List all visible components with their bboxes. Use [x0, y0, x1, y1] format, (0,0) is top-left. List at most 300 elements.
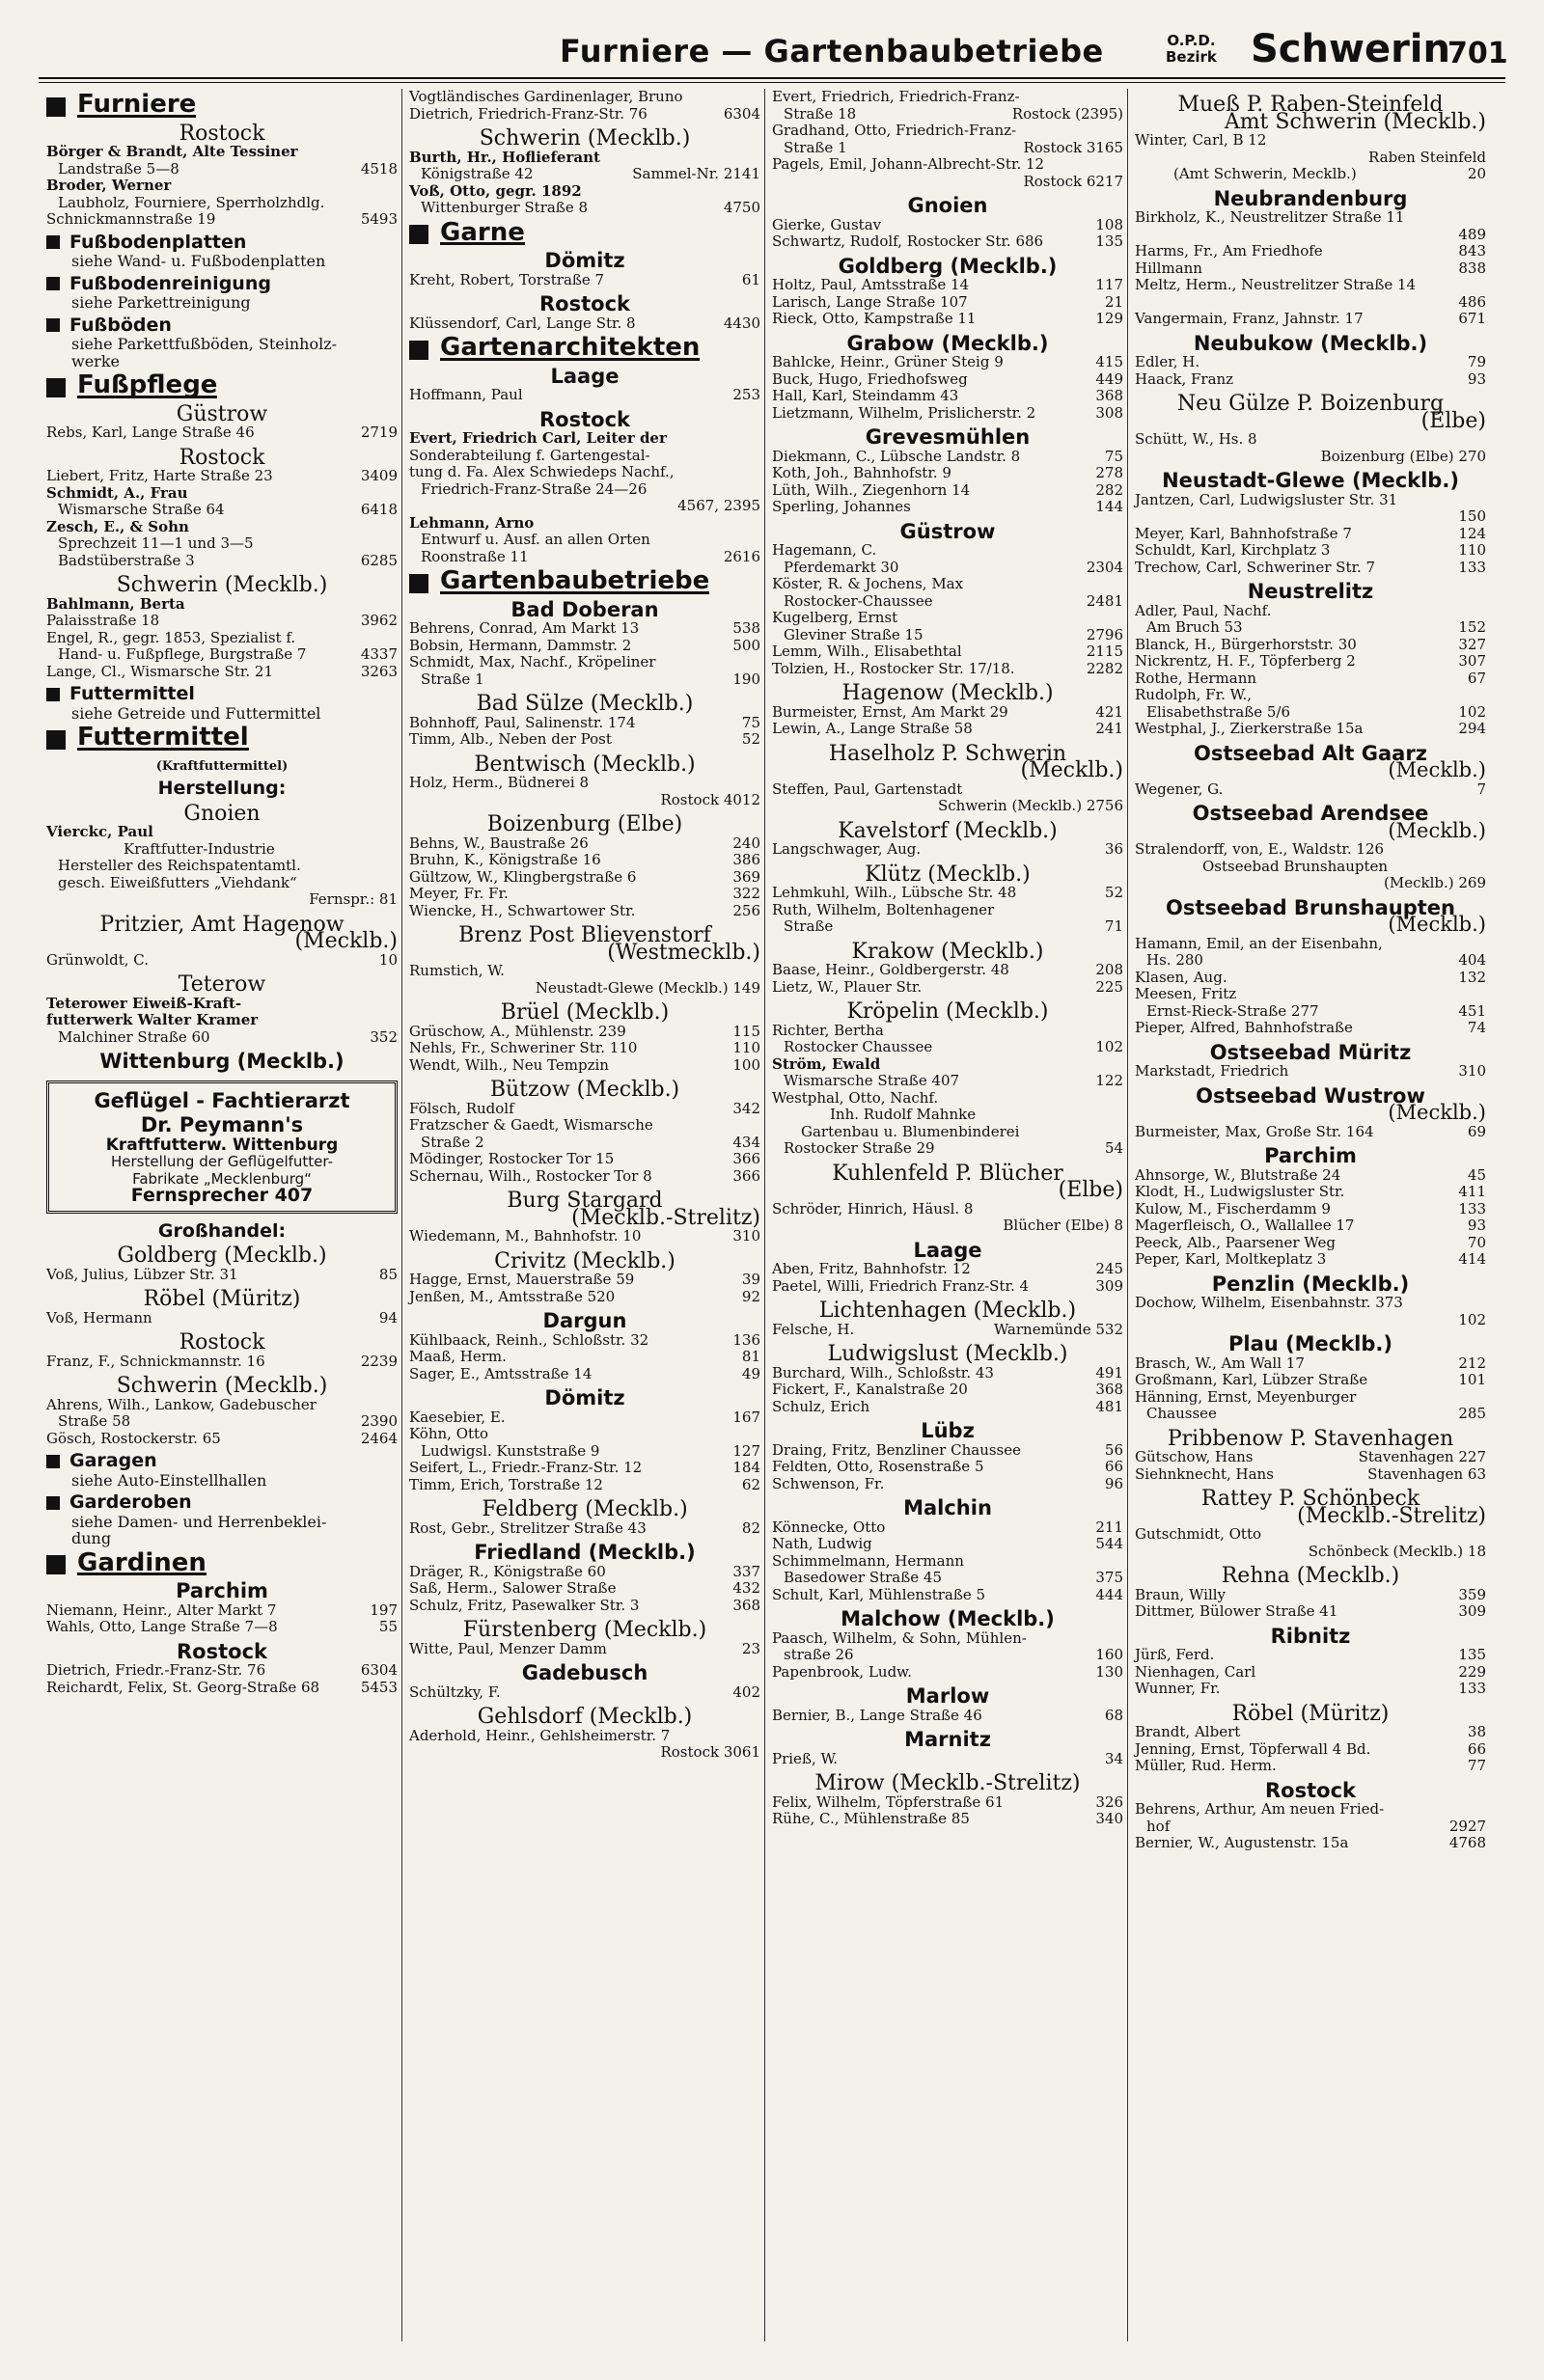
place-heading: Pribbenow P. Stavenhagen [1167, 1426, 1454, 1451]
cross-reference: siehe Wand- u. Fußbodenplatten [71, 252, 326, 270]
place-heading: Neu Gülze P. Boizenburg (Elbe) [1176, 392, 1486, 433]
section-heading: Futtermittel [46, 729, 398, 751]
list-item: Kraftfutter-Industrie [124, 839, 275, 858]
place-heading: Gnoien [183, 801, 261, 826]
square-bullet-icon [46, 235, 60, 249]
section-heading: Fußbodenplatten [46, 234, 398, 252]
cross-reference: siehe Getreide und Futtermittel [71, 703, 321, 723]
place-heading: Bentwisch (Mecklb.) [474, 752, 696, 777]
list-item: Schütt, W., Hs. 8 [1135, 430, 1257, 448]
list-item: Sperling, Johannes 144 [772, 498, 1123, 515]
list-item: Hoffmann, Paul 253 [409, 386, 760, 403]
place-heading: Neustadt-Glewe (Mecklb.) [1162, 469, 1459, 492]
place-heading: Friedland (Mecklb.) [474, 1541, 696, 1564]
square-bullet-icon [46, 277, 60, 290]
place-heading: Grabow (Mecklb.) [846, 331, 1049, 355]
list-item: Voß, Hermann 94 [46, 1308, 398, 1327]
place-heading: Rostock [539, 407, 630, 431]
list-item: Teterower Eiweiß-Kraft- [46, 994, 242, 1012]
list-item: Nehls, Fr., Schweriner Str. 110 110 [409, 1039, 760, 1056]
list-item: Hall, Karl, Steindamm 43 368 [772, 387, 1123, 404]
place-heading: Rostock [179, 1330, 265, 1354]
list-item: Voß, Julius, Lübzer Str. 31 85 [46, 1265, 398, 1283]
list-item: Seifert, L., Friedr.-Franz-Str. 12 184 [409, 1459, 760, 1476]
list-item: Gleviner Straße 15 2796 [784, 625, 1123, 643]
section-heading: Fußböden [46, 317, 398, 335]
list-item: Wittenburger Straße 8 4750 [421, 199, 760, 216]
list-item: Timm, Erich, Torstraße 12 62 [409, 1475, 760, 1493]
list-item: Baase, Heinr., Goldbergerstr. 48 208 [772, 961, 1123, 978]
list-item: Niemann, Heinr., Alter Markt 7 197 [46, 1600, 398, 1619]
list-item: Klüssendorf, Carl, Lange Str. 8 4430 [409, 314, 760, 332]
list-item: Hagge, Ernst, Mauerstraße 59 39 [409, 1271, 760, 1288]
square-bullet-icon [409, 574, 428, 593]
ad-line: Fernsprecher 407 [130, 1185, 314, 1206]
list-item: Ernst-Rieck-Straße 277 451 [1146, 1001, 1486, 1020]
place-heading: Röbel (Müritz) [1231, 1701, 1390, 1726]
list-item: Meyer, Karl, Bahnhofstraße 7 124 [1135, 524, 1486, 542]
list-item: Aben, Fritz, Bahnhofstr. 12 245 [772, 1260, 1123, 1277]
list-item: Rebs, Karl, Lange Straße 46 2719 [46, 424, 398, 441]
list-item: Birkholz, K., Neustrelitzer Straße 11 [1135, 208, 1405, 226]
square-bullet-icon [46, 318, 60, 332]
place-heading: Güstrow [176, 401, 268, 426]
list-item: Siehnknecht, Hans Stavenhagen 63 [1135, 1464, 1486, 1483]
place-heading: Rostock [179, 445, 265, 470]
section-heading: Futtermittel [46, 686, 398, 703]
list-item: Burchard, Wilh., Schloßstr. 43 491 [772, 1363, 1123, 1381]
place-heading: Röbel (Müritz) [143, 1287, 301, 1311]
list-item: Felix, Wilhelm, Töpferstraße 61 326 [772, 1792, 1123, 1811]
list-item: Rumstich, W. [409, 962, 505, 979]
list-item: Bahlcke, Heinr., Grüner Steig 9 415 [772, 353, 1123, 370]
place-heading: Neubrandenburg [1213, 186, 1408, 210]
section-heading: Gartenarchitekten [409, 340, 760, 361]
list-item: Saß, Herm., Salower Straße 432 [409, 1579, 760, 1597]
list-item: Sprechzeit 11—1 und 3—5 [58, 534, 254, 552]
list-item: Laubholz, Fourniere, Sperrholzhdlg. [58, 193, 325, 211]
list-item: Wegener, G. 7 [1135, 780, 1486, 798]
square-bullet-icon [46, 1496, 60, 1510]
list-item: Hersteller des Reichspatentamtl. [58, 857, 301, 874]
place-heading: Wittenburg (Mecklb.) [99, 1050, 345, 1073]
list-item: Braun, Willy 359 [1135, 1585, 1486, 1603]
place-heading: Dömitz [544, 1386, 625, 1409]
list-item: Chaussee 285 [1146, 1405, 1486, 1422]
city-name: Schwerin [1251, 27, 1450, 71]
list-item: Rudolph, Fr. W., [1135, 686, 1252, 703]
place-heading: Kuhlenfeld P. Blücher (Elbe) [832, 1161, 1123, 1202]
category-heading: Großhandel: [157, 1219, 287, 1242]
section-subheading: (Kraftfuttermittel) [155, 758, 289, 774]
list-item: straße 26 160 [784, 1646, 1123, 1663]
list-item: Straße 71 [784, 917, 1123, 935]
list-item: Meltz, Herm., Neustrelitzer Straße 14 [1135, 276, 1417, 293]
place-heading: Kavelstorf (Mecklb.) [838, 818, 1058, 843]
place-heading: Teterow [178, 972, 266, 997]
place-heading: Ludwigslust (Mecklb.) [827, 1342, 1068, 1366]
place-heading: Rostock [179, 121, 265, 146]
list-item: Zesch, E., & Sohn [46, 517, 189, 535]
place-heading: Fürstenberg (Mecklb.) [462, 1618, 707, 1642]
list-item: Müller, Rud. Herm. 77 [1135, 1757, 1486, 1774]
ad-line: Herstellung der Geflügelfutter- [110, 1153, 334, 1170]
place-heading: Malchow (Mecklb.) [841, 1607, 1055, 1630]
section-heading: Gartenbaubetriebe [409, 573, 760, 594]
list-item: Nickrentz, H. F., Töpferberg 2 307 [1135, 652, 1486, 670]
list-item: gesch. Eiweißfutters „Viehdank“ [58, 873, 297, 891]
list-item: Koth, Joh., Bahnhofstr. 9 278 [772, 464, 1123, 481]
place-heading: Schwerin (Mecklb.) [116, 573, 328, 597]
list-item: Liebert, Fritz, Harte Straße 23 3409 [46, 467, 398, 484]
square-bullet-icon [46, 378, 66, 397]
place-heading: Parchim [1264, 1144, 1357, 1167]
list-item: Grüschow, A., Mühlenstr. 239 115 [409, 1022, 760, 1040]
list-item: Draing, Fritz, Benzliner Chaussee 56 [772, 1440, 1123, 1459]
list-item: Pferdemarkt 30 2304 [784, 558, 1123, 576]
place-heading: Rostock [539, 292, 630, 315]
list-item: Schültzky, F. 402 [409, 1682, 760, 1701]
list-item: Schwenson, Fr. 96 [772, 1474, 1123, 1492]
list-item: Pagels, Emil, Johann-Albrecht-Str. 12 [772, 155, 1045, 173]
list-item: Schmidt, Max, Nachf., Kröpeliner [409, 653, 656, 670]
list-item: Jürß, Ferd. 135 [1135, 1646, 1486, 1663]
list-item: Jenßen, M., Amtsstraße 520 92 [409, 1287, 760, 1305]
page-number: 701 [1448, 37, 1508, 70]
place-heading: Gehlsdorf (Mecklb.) [477, 1705, 693, 1729]
list-item: Lange, Cl., Wismarsche Str. 21 3263 [46, 662, 398, 680]
list-item: Brasch, W., Am Wall 17 212 [1135, 1354, 1486, 1372]
list-item: Hagemann, C. [772, 541, 877, 559]
list-item: Paasch, Wilhelm, & Sohn, Mühlen- [772, 1628, 1027, 1647]
section-heading: Garagen [46, 1453, 398, 1470]
square-bullet-icon [46, 97, 66, 117]
list-item: Rostock 6217 [1023, 172, 1123, 190]
place-heading: Crivitz (Mecklb.) [494, 1248, 676, 1273]
place-heading: Klütz (Mecklb.) [865, 862, 1031, 887]
place-heading: Lichtenhagen (Mecklb.) [818, 1299, 1077, 1323]
place-heading: Dömitz [544, 249, 625, 272]
list-item: Ostseebad Brunshaupten [1202, 857, 1389, 875]
list-item: Engel, R., gegr. 1853, Spezialist f. [46, 628, 296, 646]
column-divider [401, 89, 402, 2341]
list-item: Bohnhoff, Paul, Salinenstr. 174 75 [409, 713, 760, 731]
list-item: hof 2927 [1146, 1817, 1486, 1835]
list-item: Vangermain, Franz, Jahnstr. 17 671 [1135, 310, 1486, 327]
place-heading: Neubukow (Mecklb.) [1193, 331, 1428, 355]
list-item: Gradhand, Otto, Friedrich-Franz- [772, 122, 1017, 139]
list-item: Fölsch, Rudolf 342 [409, 1099, 760, 1117]
list-item: Behrens, Conrad, Am Markt 13 538 [409, 619, 760, 637]
place-heading: Hagenow (Mecklb.) [841, 681, 1054, 705]
square-bullet-icon [46, 1555, 66, 1574]
square-bullet-icon [409, 225, 428, 244]
list-item: Bobsin, Hermann, Dammstr. 2 500 [409, 636, 760, 654]
list-item: Dittmer, Bülower Straße 41 309 [1135, 1602, 1486, 1620]
list-item: Schimmelmann, Hermann [772, 1551, 964, 1570]
list-item: Magerfleisch, O., Wallallee 17 93 [1135, 1217, 1486, 1234]
list-item: Jenning, Ernst, Töpferwall 4 Bd. 66 [1135, 1739, 1486, 1758]
list-item: Nienhagen, Carl 229 [1135, 1662, 1486, 1681]
section-heading: Fußbodenreinigung [46, 276, 398, 293]
list-item: Bahlmann, Berta [46, 594, 185, 613]
list-item: Malchiner Straße 60 352 [58, 1027, 398, 1046]
ad-line: Geflügel - Fachtierarzt [94, 1088, 350, 1112]
page-header [39, 27, 1508, 75]
place-heading: Feldberg (Mecklb.) [482, 1497, 688, 1521]
list-item: Schwerin (Mecklb.) 2756 [938, 797, 1123, 814]
list-item: Harms, Fr., Am Friedhofe 843 [1135, 242, 1486, 260]
list-item: Stralendorff, von, E., Waldstr. 126 [1135, 840, 1385, 858]
list-item: Vierckc, Paul [46, 823, 153, 840]
list-item: Schwartz, Rudolf, Rostocker Str. 686 135 [772, 233, 1123, 250]
place-heading: Malchin [903, 1496, 992, 1519]
list-item: Westphal, J., Zierkerstraße 15a 294 [1135, 720, 1486, 737]
list-item: Blücher (Elbe) 8 [1003, 1217, 1123, 1234]
list-item: Gösch, Rostockerstr. 65 2464 [46, 1429, 398, 1447]
list-item: Diekmann, C., Lübsche Landstr. 8 75 [772, 447, 1123, 465]
list-item: Hs. 280 404 [1146, 951, 1486, 969]
list-item: Wiencke, H., Schwartower Str. 256 [409, 901, 760, 919]
place-heading: Ostseebad Alt Gaarz (Mecklb.) [1194, 741, 1486, 781]
place-heading: Laage [913, 1238, 982, 1262]
list-item: Haack, Franz 93 [1135, 369, 1486, 388]
list-item: Palaisstraße 18 3962 [46, 612, 398, 629]
list-item: Basedower Straße 45 375 [784, 1569, 1123, 1586]
section-heading: Fußpflege [46, 377, 398, 398]
place-heading: Parchim [176, 1579, 268, 1602]
list-item: Ahrens, Wilh., Lankow, Gadebuscher [46, 1395, 317, 1413]
list-item: Holz, Herm., Büdnerei 8 [409, 774, 589, 791]
list-item: Kreht, Robert, Torstraße 7 61 [409, 270, 760, 288]
list-item: Peper, Karl, Moltkeplatz 3 414 [1135, 1250, 1486, 1268]
place-heading: Lübz [921, 1419, 975, 1442]
place-heading: Rehna (Mecklb.) [1221, 1564, 1400, 1588]
list-item: Könnecke, Otto 211 [772, 1518, 1123, 1536]
list-item: Prieß, W. 34 [772, 1749, 1123, 1767]
place-heading: Gnoien [907, 194, 988, 217]
list-item: Blanck, H., Bürgerhorststr. 30 327 [1135, 635, 1486, 653]
list-item: Peeck, Alb., Paarsener Weg 70 [1135, 1233, 1486, 1251]
list-item: futterwerk Walter Kramer [46, 1011, 259, 1028]
list-item: Kaesebier, E. 167 [409, 1408, 760, 1426]
list-item: Gierke, Gustav 108 [772, 215, 1123, 233]
cross-reference: siehe Auto-Einstellhallen [71, 1470, 267, 1490]
section-heading: Garderoben [46, 1494, 398, 1512]
list-item: Sonderabteilung f. Gartengestal- [409, 446, 650, 464]
ad-line: Kraftfutterw. Wittenburg [105, 1135, 339, 1155]
list-item: Ström, Ewald [772, 1054, 881, 1073]
list-item: Felsche, H. Warnemünde 532 [772, 1320, 1123, 1338]
list-item: Hamann, Emil, an der Eisenbahn, [1135, 934, 1383, 952]
list-item: Köster, R. & Jochens, Max [772, 575, 964, 592]
place-heading: Grevesmühlen [865, 425, 1031, 449]
list-item: Feldten, Otto, Rosenstraße 5 66 [772, 1458, 1123, 1475]
list-item: Meesen, Fritz [1135, 985, 1237, 1002]
list-item: Holtz, Paul, Amtsstraße 14 117 [772, 276, 1123, 293]
place-heading: Neustrelitz [1247, 580, 1374, 603]
list-item: Raben Steinfeld [1368, 148, 1486, 166]
place-heading: Bad Doberan [510, 597, 659, 621]
list-item: Ahnsorge, W., Blutstraße 24 45 [1135, 1165, 1486, 1184]
place-heading: Ostseebad Wustrow (Mecklb.) [1196, 1083, 1486, 1124]
list-item: Mödinger, Rostocker Tor 15 366 [409, 1150, 760, 1167]
list-item: Gartenbau u. Blumenbinderei [801, 1122, 1020, 1140]
place-heading: Plau (Mecklb.) [1228, 1332, 1392, 1355]
cross-reference: siehe Damen- und Herrenbeklei- [71, 1512, 327, 1531]
list-item: 150 [1458, 507, 1486, 525]
place-heading: Güstrow [899, 519, 996, 543]
list-item: Roonstraße 11 2616 [421, 547, 760, 565]
list-item: Rostocker-Chaussee 2481 [784, 591, 1123, 610]
list-item: Vogtländisches Gardinenlager, Bruno [409, 88, 683, 105]
list-item: Fernspr.: 81 [309, 890, 398, 908]
list-item: Jantzen, Carl, Ludwigsluster Str. 31 [1135, 490, 1398, 508]
list-item: Witte, Paul, Menzer Damm 23 [409, 1639, 760, 1657]
list-item: Schernau, Wilh., Rostocker Tor 8 366 [409, 1166, 760, 1185]
cross-reference: siehe Parkettreinigung [71, 293, 251, 312]
list-item: (Amt Schwerin, Mecklb.) 20 [1173, 165, 1486, 182]
list-item: Hänning, Ernst, Meyenburger [1135, 1387, 1357, 1406]
list-item: Lewin, A., Lange Straße 58 241 [772, 720, 1123, 737]
list-item: Klasen, Aug. 132 [1135, 968, 1486, 986]
place-heading: Dargun [542, 1309, 627, 1332]
list-item: Ruth, Wilhelm, Boltenhagener [772, 900, 995, 918]
list-item: Köhn, Otto [409, 1425, 489, 1442]
list-item: Trechow, Carl, Schweriner Str. 7 133 [1135, 558, 1486, 576]
list-item: Buck, Hugo, Friedhofsweg 449 [772, 369, 1123, 388]
place-heading: Pritzier, Amt Hagenow (Mecklb.) [99, 912, 398, 953]
list-item: Rostock 4012 [660, 790, 760, 808]
list-item: Voß, Otto, gegr. 1892 [409, 181, 582, 200]
list-item: Richter, Bertha [772, 1021, 884, 1039]
list-item: Paetel, Willi, Friedrich Franz-Str. 4 309 [772, 1276, 1123, 1295]
list-item: Rostocker Straße 29 54 [784, 1139, 1123, 1157]
place-heading: Rostock [1265, 1778, 1356, 1802]
list-item: Schulz, Erich 481 [772, 1397, 1123, 1415]
cross-reference: werke [71, 351, 120, 370]
list-item: Gütschow, Hans Stavenhagen 227 [1135, 1448, 1486, 1465]
header-rule-thin [39, 82, 1505, 83]
list-item: Straße 1 190 [421, 670, 760, 688]
list-item: Am Bruch 53 152 [1146, 618, 1486, 636]
list-item: Winter, Carl, B 12 [1135, 131, 1267, 149]
column-3 [772, 89, 1123, 1828]
place-heading: Schwerin (Mecklb.) [479, 126, 691, 150]
place-heading: Ostseebad Müritz [1209, 1040, 1412, 1064]
place-heading: Haselholz P. Schwerin (Mecklb.) [828, 741, 1123, 782]
place-heading: Burg Stargard (Mecklb.-Strelitz) [507, 1189, 760, 1230]
place-heading: Marnitz [904, 1728, 991, 1751]
section-heading: Garne [409, 225, 760, 246]
list-item: Reichardt, Felix, St. Georg-Straße 68 5453 [46, 1678, 398, 1696]
list-item: Edler, H. 79 [1135, 353, 1486, 370]
list-item: Rieck, Otto, Kampstraße 11 129 [772, 310, 1123, 327]
list-item: Maaß, Herm. 81 [409, 1348, 760, 1365]
list-item: Hand- u. Fußpflege, Burgstraße 7 4337 [58, 645, 398, 663]
column-divider [1127, 89, 1128, 2341]
list-item: Neustadt-Glewe (Mecklb.) 149 [535, 978, 760, 997]
list-item: Entwurf u. Ausf. an allen Orten [421, 531, 650, 548]
list-item: Lehmann, Arno [409, 513, 535, 532]
list-item: Larisch, Lange Straße 107 21 [772, 292, 1123, 311]
list-item: Badstüberstraße 3 6285 [58, 551, 398, 569]
column-divider [764, 89, 765, 2341]
list-item: Lietz, W., Plauer Str. 225 [772, 977, 1123, 996]
list-item: Rostocker Chaussee 102 [784, 1038, 1123, 1055]
list-item: Grünwoldt, C. 10 [46, 950, 398, 969]
place-heading: Ostseebad Arendsee (Mecklb.) [1192, 802, 1486, 842]
square-bullet-icon [46, 688, 60, 701]
list-item: Lemm, Wilh., Elisabethtal 2115 [772, 643, 1123, 660]
column-4 [1135, 89, 1486, 1852]
opd-text: O.P.D. [1167, 32, 1216, 49]
place-heading: Goldberg (Mecklb.) [838, 254, 1058, 278]
list-item: (Mecklb.) 269 [1384, 874, 1486, 891]
list-item: Broder, Werner [46, 177, 172, 194]
bezirk-text: Bezirk [1166, 48, 1217, 66]
list-item: 4567, 2395 [677, 497, 760, 514]
list-item: Evert, Friedrich, Friedrich-Franz- [772, 88, 1020, 105]
list-item: Fickert, F., Kanalstraße 20 368 [772, 1381, 1123, 1398]
list-item: Schult, Karl, Mühlenstraße 5 444 [772, 1585, 1123, 1603]
list-item: Sager, E., Amtsstraße 14 49 [409, 1364, 760, 1382]
list-item: tung d. Fa. Alex Schwiedeps Nachf., [409, 463, 675, 480]
place-heading: Laage [550, 364, 620, 388]
list-item: Franz, F., Schnickmannstr. 16 2239 [46, 1352, 398, 1370]
place-heading: Mueß P. Raben-Steinfeld Amt Schwerin (Mecklb.) [1177, 93, 1486, 134]
place-heading: Brenz Post Blievenstorf (Westmecklb.) [458, 923, 760, 965]
list-item: Rühe, C., Mühlenstraße 85 340 [772, 1810, 1123, 1827]
list-item: 102 [1458, 1310, 1486, 1328]
list-item: Dochow, Wilhelm, Eisenbahnstr. 373 [1135, 1294, 1403, 1311]
list-item: Behns, W., Baustraße 26 240 [409, 834, 760, 852]
list-item: Bruhn, K., Königstraße 16 386 [409, 851, 760, 868]
place-heading: Ribnitz [1270, 1624, 1351, 1648]
list-item: Timm, Alb., Neben der Post 52 [409, 730, 760, 748]
list-item: Dietrich, Friedrich-Franz-Str. 76 6304 [409, 104, 760, 123]
list-item: Gutschmidt, Otto [1135, 1525, 1262, 1543]
place-heading: Mirow (Mecklb.-Strelitz) [814, 1771, 1081, 1795]
opd-label [1166, 33, 1217, 66]
list-item: Wiedemann, M., Bahnhofstr. 10 310 [409, 1227, 760, 1245]
list-item: Friedrich-Franz-Straße 24—26 [421, 479, 648, 498]
list-item: Straße 58 2390 [58, 1412, 398, 1430]
list-item: Brandt, Albert 38 [1135, 1723, 1486, 1740]
list-item: Adler, Paul, Nachf. [1135, 601, 1272, 619]
list-item: Klodt, H., Ludwigsluster Str. 411 [1135, 1183, 1486, 1200]
list-item: Dräger, R., Königstraße 60 337 [409, 1562, 760, 1580]
place-heading: Bützow (Mecklb.) [489, 1078, 680, 1102]
list-item: Westphal, Otto, Nachf. [772, 1088, 939, 1107]
list-item: Schröder, Hinrich, Häusl. 8 [772, 1199, 974, 1217]
list-item: Wendt, Wilh., Neu Tempzin 100 [409, 1055, 760, 1074]
list-item: Kulow, M., Fischerdamm 9 133 [1135, 1199, 1486, 1217]
place-heading: Kröpelin (Mecklb.) [846, 999, 1049, 1024]
list-item: Rothe, Hermann 67 [1135, 669, 1486, 687]
advertisement-box [46, 1081, 398, 1214]
place-heading: Schwerin (Mecklb.) [116, 1374, 328, 1398]
list-item: Inh. Rudolf Mahnke [830, 1106, 977, 1123]
list-item: Meyer, Fr. Fr. 322 [409, 885, 760, 902]
list-item: Markstadt, Friedrich 310 [1135, 1062, 1486, 1080]
list-item: Pieper, Alfred, Bahnhofstraße 74 [1135, 1019, 1486, 1036]
list-item: Papenbrook, Ludw. 130 [772, 1662, 1123, 1681]
list-item: Nath, Ludwig 544 [772, 1535, 1123, 1552]
list-item: Schmidt, A., Frau [46, 483, 188, 502]
list-item: Straße 1 Rostock 3165 [784, 138, 1123, 156]
list-item: Boizenburg (Elbe) 270 [1320, 447, 1486, 465]
